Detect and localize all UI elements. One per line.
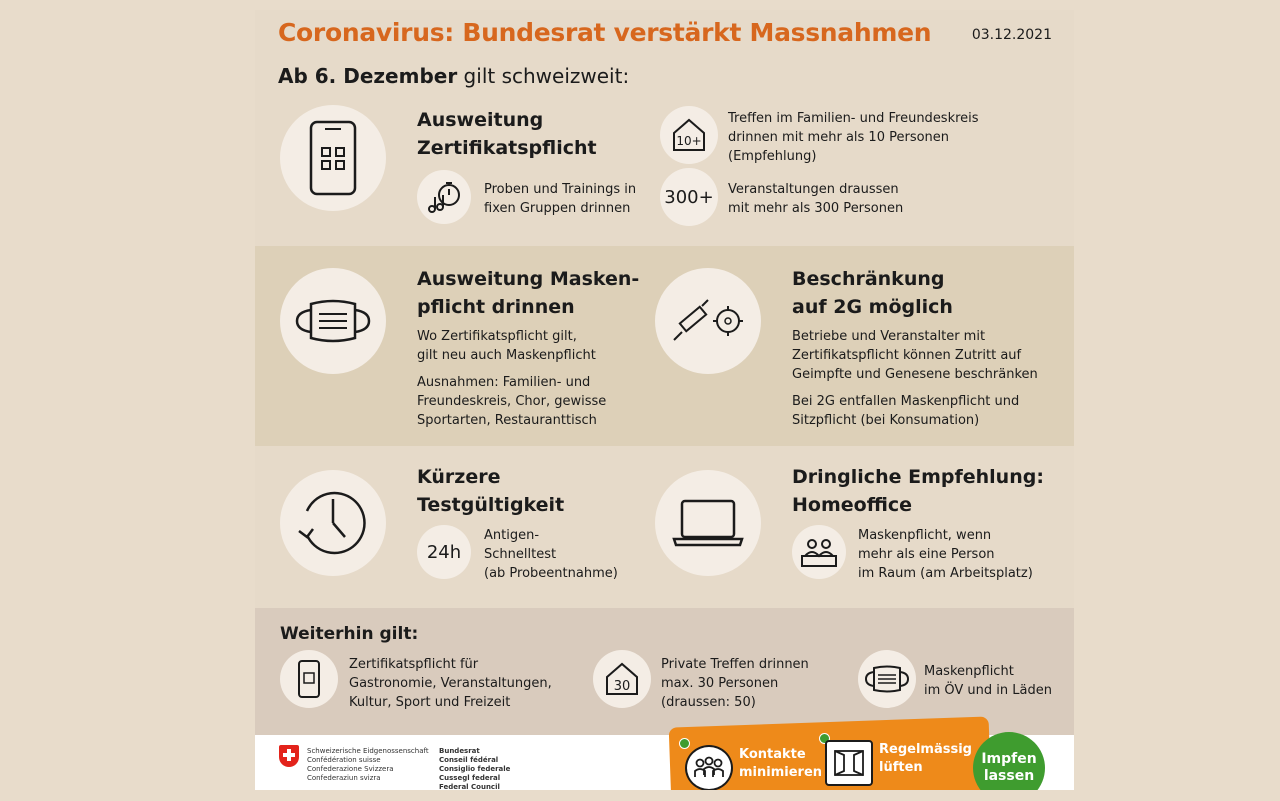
impfen-line2: lassen	[983, 768, 1035, 784]
music-stopwatch-icon	[417, 170, 471, 224]
smartphone-qr-icon	[280, 105, 386, 211]
weiterhin-cert-text	[349, 655, 552, 712]
gov-line2: Conseil fédéral	[439, 756, 499, 764]
test-line3: (ab Probeentnahme)	[484, 566, 618, 581]
zweig-para1-line1: Betriebe und Veranstalter mit	[792, 329, 986, 344]
weiterhin-private-line2: max. 30 Personen	[661, 676, 779, 691]
conf-line4: Confederaziun svizra	[307, 774, 381, 782]
zweig-para1	[792, 327, 1038, 384]
proben-line1: Proben und Trainings in	[484, 182, 637, 197]
homeoffice-heading	[792, 463, 1044, 519]
lueften-line1: Regelmässig	[879, 742, 972, 757]
house-30-icon	[593, 650, 651, 708]
people-group-icon	[685, 745, 733, 790]
weiterhin-cert-line3: Kultur, Sport und Freizeit	[349, 695, 511, 710]
homeoffice-line2: mehr als eine Person	[858, 547, 995, 562]
house-10-icon	[660, 106, 718, 164]
impfen-line1: Impfen	[981, 751, 1037, 767]
zweig-heading	[792, 265, 953, 321]
gov-line3: Consiglio federale	[439, 765, 511, 773]
face-mask-icon	[280, 268, 386, 374]
homeoffice-line1: Maskenpflicht, wenn	[858, 528, 992, 543]
treffen-line3: (Empfehlung)	[728, 149, 817, 164]
confederation-names	[307, 747, 429, 783]
zertifikat-heading	[417, 106, 597, 162]
subheading-text: gilt schweizweit:	[457, 64, 630, 88]
homeoffice-heading-line2: Homeoffice	[792, 494, 913, 516]
gov-line4: Cussegl federal	[439, 774, 501, 782]
masken-heading-line1: Ausweitung Masken-	[417, 268, 640, 290]
masken-heading	[417, 265, 639, 321]
homeoffice-text	[858, 526, 1033, 583]
masken-heading-line2: pflicht drinnen	[417, 296, 575, 318]
masken-para2-line2: Freundeskreis, Chor, gewisse	[417, 394, 607, 409]
subheading-date: Ab 6. Dezember	[278, 64, 458, 88]
masken-para2	[417, 373, 606, 430]
lueften-label	[879, 741, 972, 777]
test-heading	[417, 463, 564, 519]
zweig-heading-line2: auf 2G möglich	[792, 296, 953, 318]
veranstaltungen-line1: Veranstaltungen draussen	[728, 182, 899, 197]
badge-300: 300+	[660, 168, 718, 226]
house-30-badge: 30	[613, 679, 631, 694]
federal-council-names	[439, 747, 510, 790]
window-icon	[825, 740, 873, 786]
homeoffice-heading-line1: Dringliche Empfehlung:	[792, 466, 1044, 488]
infographic-poster	[255, 10, 1074, 790]
zweig-para2-line2: Sitzpflicht (bei Konsumation)	[792, 413, 980, 428]
test-line1: Antigen-	[484, 528, 540, 543]
zweig-para2	[792, 392, 1019, 430]
gov-line1: Bundesrat	[439, 747, 480, 755]
test-line2: Schnelltest	[484, 547, 557, 562]
kontakte-label	[739, 746, 822, 782]
weiterhin-mask-line1: Maskenpflicht	[924, 664, 1014, 679]
badge-24h: 24h	[417, 525, 471, 579]
conf-line1: Schweizerische Eidgenossenschaft	[307, 747, 429, 755]
masken-para1-line1: Wo Zertifikatspflicht gilt,	[417, 329, 577, 344]
zweig-para1-line3: Geimpfte und Genesene beschränken	[792, 367, 1038, 382]
zweig-para1-line2: Zertifikatspflicht können Zutritt auf	[792, 348, 1022, 363]
clock-icon	[280, 470, 386, 576]
masken-para2-line1: Ausnahmen: Familien- und	[417, 375, 591, 390]
treffen-line1: Treffen im Familien- und Freundeskreis	[728, 111, 979, 126]
page-title: Coronavirus: Bundesrat verstärkt Massnahmen	[278, 18, 932, 47]
lueften-line2: lüften	[879, 760, 923, 775]
swiss-flag-icon	[279, 745, 299, 767]
zweig-heading-line1: Beschränkung	[792, 268, 945, 290]
veranstaltungen-text	[728, 180, 903, 218]
masken-para1	[417, 327, 596, 365]
veranstaltungen-line2: mit mehr als 300 Personen	[728, 201, 904, 216]
treffen-line2: drinnen mit mehr als 10 Personen	[728, 130, 950, 145]
subheading	[278, 64, 629, 88]
homeoffice-line3: im Raum (am Arbeitsplatz)	[858, 566, 1033, 581]
proben-line2: fixen Gruppen drinnen	[484, 201, 631, 216]
weiterhin-private-text	[661, 655, 809, 712]
gov-line5: Federal Council	[439, 783, 500, 790]
proben-text	[484, 180, 636, 218]
test-text	[484, 526, 618, 583]
masken-para1-line2: gilt neu auch Maskenpflicht	[417, 348, 596, 363]
zertifikat-heading-line2: Zertifikatspflicht	[417, 137, 597, 159]
office-people-icon	[792, 525, 846, 579]
check-icon	[679, 738, 690, 749]
publication-date: 03.12.2021	[971, 27, 1052, 43]
weiterhin-heading: Weiterhin gilt:	[280, 624, 419, 644]
weiterhin-mask-text	[924, 662, 1052, 700]
kontakte-line1: Kontakte	[739, 747, 806, 762]
house-10-badge: 10+	[676, 134, 702, 148]
conf-line2: Confédération suisse	[307, 756, 381, 764]
weiterhin-private-line1: Private Treffen drinnen	[661, 657, 809, 672]
test-heading-line2: Testgültigkeit	[417, 494, 565, 516]
kontakte-line2: minimieren	[739, 765, 823, 780]
treffen-text	[728, 109, 979, 166]
masken-para2-line3: Sportarten, Restauranttisch	[417, 413, 597, 428]
test-heading-line1: Kürzere	[417, 466, 501, 488]
weiterhin-mask-line2: im ÖV und in Läden	[924, 683, 1052, 698]
laptop-icon	[655, 470, 761, 576]
weiterhin-cert-line2: Gastronomie, Veranstaltungen,	[349, 676, 552, 691]
face-mask-small-icon	[858, 650, 916, 708]
weiterhin-private-line3: (draussen: 50)	[661, 695, 756, 710]
conf-line3: Confederazione Svizzera	[307, 765, 394, 773]
weiterhin-cert-line1: Zertifikatspflicht für	[349, 657, 479, 672]
phone-certificate-icon	[280, 650, 338, 708]
syringe-virus-icon	[655, 268, 761, 374]
zertifikat-heading-line1: Ausweitung	[417, 109, 544, 131]
zweig-para2-line1: Bei 2G entfallen Maskenpflicht und	[792, 394, 1020, 409]
